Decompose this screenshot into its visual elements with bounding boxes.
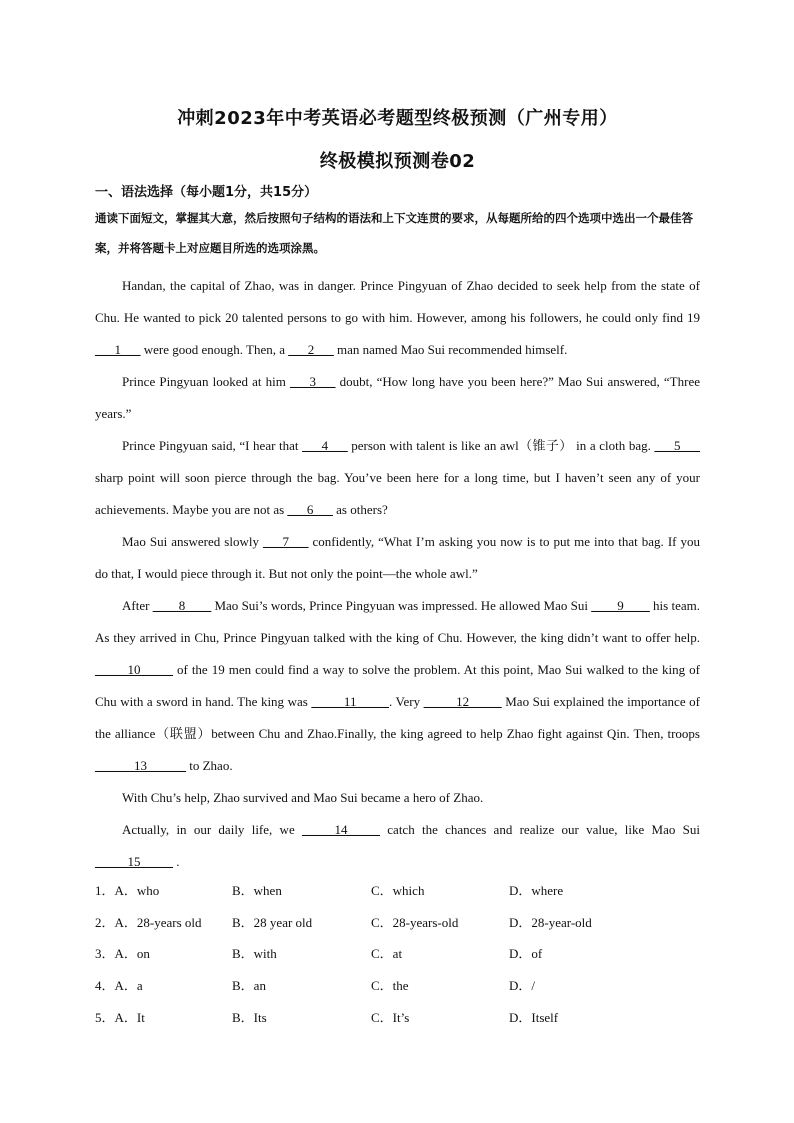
paragraph-3: Prince Pingyuan said, “I hear that ___4___ person with talent is like an awl（锥子） in a cloth bag. ___5___ sharp point will soon pierce through the bag. You’ve been here for a long time, but I haven’t seen any of your achievements. Maybe you are not as ___6___ as others? — [95, 438, 700, 517]
option-c[interactable]: C．at — [371, 946, 403, 962]
option-row — [95, 938, 700, 970]
option-row — [95, 1002, 700, 1034]
blank-10: _____10_____ — [95, 662, 173, 677]
option-c[interactable]: C．28-years-old — [371, 914, 459, 930]
page-title: 冲刺2023年中考英语必考题型终极预测（广州专用） — [177, 108, 618, 129]
option-a[interactable]: 4．A．a — [95, 978, 143, 994]
page-subtitle: 终极模拟预测卷02 — [319, 151, 476, 172]
section-instruction: 通读下面短文，掌握其大意，然后按照句子结构的语法和上下文连贯的要求，从每题所给的四个选项中选出一个最佳答案，并将答题卡上对应题目所选的选项涂黑。 — [95, 211, 693, 255]
paragraph-7: Actually, in our daily life, we _____14_____ catch the chances and realize our value, like Mao Sui _____15_____ . — [95, 822, 700, 869]
section-heading: 一、语法选择（每小题1分，共15分） — [95, 185, 318, 200]
paragraph-2: Prince Pingyuan looked at him ___3___ doubt, “How long have you been here?” Mao Sui answered, “Three years.” — [95, 374, 700, 421]
blank-6: ___6___ — [287, 502, 333, 517]
option-d[interactable]: D．28-year-old — [509, 914, 592, 930]
option-b[interactable]: B．an — [232, 978, 266, 994]
option-row — [95, 907, 700, 939]
blank-13: ______13______ — [95, 758, 186, 773]
blank-4: ___4___ — [302, 438, 348, 453]
blank-8: ____8____ — [152, 598, 212, 613]
option-b[interactable]: B．28 year old — [232, 914, 313, 930]
option-b[interactable]: B．with — [232, 946, 277, 962]
option-a[interactable]: 5．A．It — [95, 1009, 145, 1025]
paragraph-5: After ____8____ Mao Sui’s words, Prince Pingyuan was impressed. He allowed Mao Sui ____9____ his team. As they arrived in Chu, Prince Pingyuan talked with the king of Chu. However, the king didn’t want to offer help. _____10_____ of the 19 men could find a way to solve the problem. At this point, Mao Sui walked to the king of Chu with a sword in hand. The king was _____11_____. Very _____12_____ Mao Sui explained the importance of the alliance（联盟）between Chu and Zhao.Finally, the king agreed to help Zhao fight against Qin. Then, troops ______13______ to Zhao. — [95, 598, 700, 773]
option-a[interactable]: 2．A．28-years old — [95, 914, 202, 930]
option-d[interactable]: D．Itself — [509, 1009, 559, 1025]
blank-15: _____15_____ — [95, 854, 173, 869]
option-c[interactable]: C．It’s — [371, 1009, 410, 1025]
option-d[interactable]: D．where — [509, 883, 564, 898]
blank-3: ___3___ — [289, 374, 336, 389]
blank-2: ___2___ — [288, 342, 334, 357]
blank-1: ___1___ — [95, 342, 141, 357]
option-row — [95, 875, 700, 907]
paragraph-6: With Chu’s help, Zhao survived and Mao Sui became a hero of Zhao. — [122, 790, 484, 805]
reading-passage — [95, 270, 700, 878]
blank-11: _____11_____ — [311, 694, 389, 709]
option-row — [95, 970, 700, 1002]
option-d[interactable]: D．/ — [509, 978, 536, 994]
blank-5: ___5___ — [654, 438, 700, 453]
option-d[interactable]: D．of — [509, 946, 543, 962]
blank-7: ___7___ — [262, 534, 309, 549]
option-b[interactable]: B．when — [232, 883, 282, 898]
option-a[interactable]: 3．A．on — [95, 946, 150, 962]
option-a[interactable]: 1．A．who — [95, 883, 160, 898]
option-c[interactable]: C．the — [371, 978, 409, 994]
blank-12: _____12_____ — [423, 694, 502, 709]
paragraph-4: Mao Sui answered slowly ___7___ confidently, “What I’m asking you now is to put me into that bag. If you do that, I would piece through it. But not only the point—the whole awl.” — [95, 534, 700, 581]
blank-9: ____9____ — [591, 598, 650, 613]
option-c[interactable]: C．which — [371, 883, 425, 898]
answer-options — [95, 875, 700, 1033]
blank-14: _____14_____ — [302, 822, 380, 837]
paragraph-1: Handan, the capital of Zhao, was in danger. Prince Pingyuan of Zhao decided to seek help from the state of Chu. He wanted to pick 20 talented persons to go with him. However, among his followers, he could only find 19 ___1___ were good enough. Then, a ___2___ man named Mao Sui recommended himself. — [95, 278, 700, 357]
option-b[interactable]: B．Its — [232, 1009, 267, 1025]
